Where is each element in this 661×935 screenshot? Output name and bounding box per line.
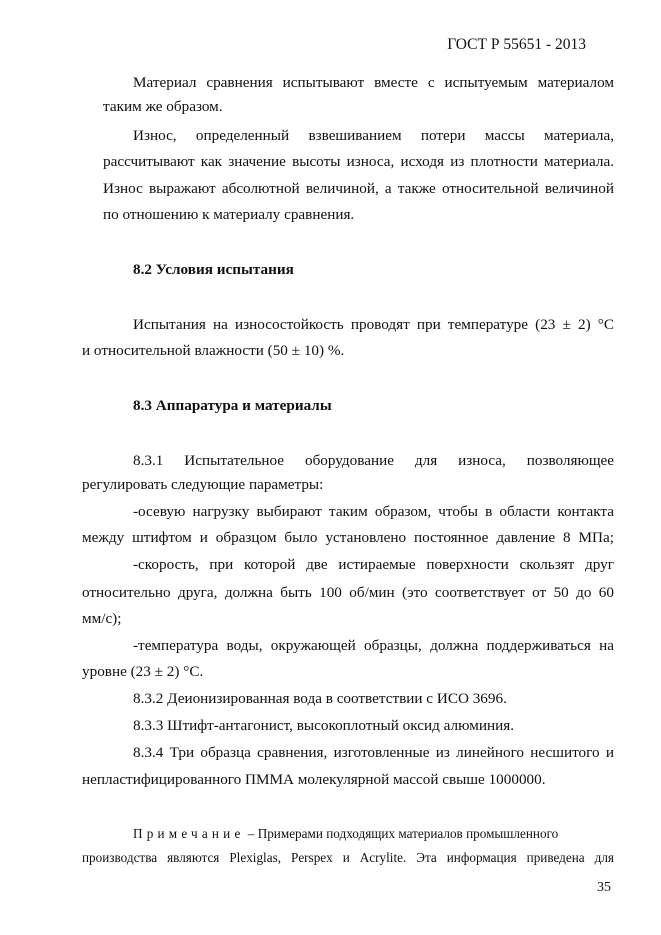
paragraph-line: таким же образом.: [103, 98, 223, 115]
note-label: Примечание: [133, 826, 245, 841]
note-line: [133, 825, 558, 843]
paragraph-line: Материал сравнения испытывают вместе с испытуемым материалом: [133, 74, 614, 91]
paragraph-line: рассчитывают как значение высоты износа, исходя из плотности материала.: [103, 153, 614, 170]
note-text: – Примерами подходящих материалов промышленного: [247, 826, 559, 841]
section-heading-8-2: 8.2 Условия испытания: [133, 261, 294, 278]
list-item-line: -температура воды, окружающей образцы, должна поддерживаться на: [133, 637, 614, 654]
list-item-line: -осевую нагрузку выбирают таким образом, чтобы в области контакта: [133, 503, 614, 520]
paragraph-line: непластифицированного ПММА молекулярной массой свыше 1000000.: [82, 771, 546, 788]
page-number: 35: [597, 880, 611, 895]
paragraph-line: регулировать следующие параметры:: [82, 476, 324, 493]
list-item-line: между штифтом и образцом было установлено постоянное давление 8 МПа;: [82, 529, 614, 546]
paragraph-line: Испытания на износостойкость проводят при температуре (23 ± 2) °С: [133, 316, 614, 333]
list-item-line: относительно друга, должна быть 100 об/мин (это соответствует от 50 до 60: [82, 584, 614, 601]
list-item-line: мм/с);: [82, 610, 122, 627]
list-item-line: -скорость, при которой две истираемые поверхности скользят друг: [133, 556, 614, 573]
paragraph-line: по отношению к материалу сравнения.: [103, 206, 355, 223]
paragraph-line: 8.3.1 Испытательное оборудование для износа, позволяющее: [133, 452, 614, 469]
paragraph-line: 8.3.3 Штифт-антагонист, высокоплотный оксид алюминия.: [133, 717, 515, 734]
paragraph-line: 8.3.4 Три образца сравнения, изготовленные из линейного несшитого и: [133, 744, 614, 761]
list-item-line: уровне (23 ± 2) °С.: [82, 663, 204, 680]
paragraph-line: и относительной влажности (50 ± 10) %.: [82, 342, 345, 359]
document-standard-header: ГОСТ Р 55651 - 2013: [447, 36, 586, 53]
note-line: производства являются Plexiglas, Perspex и Acrylite. Эта информация приведена для: [82, 850, 614, 865]
paragraph-line: 8.3.2 Деионизированная вода в соответствии с ИСО 3696.: [133, 690, 507, 707]
section-heading-8-3: 8.3 Аппаратура и материалы: [133, 397, 332, 414]
paragraph-line: Износ выражают абсолютной величиной, а также относительной величиной: [103, 180, 614, 197]
paragraph-line: Износ, определенный взвешиванием потери массы материала,: [133, 127, 614, 144]
